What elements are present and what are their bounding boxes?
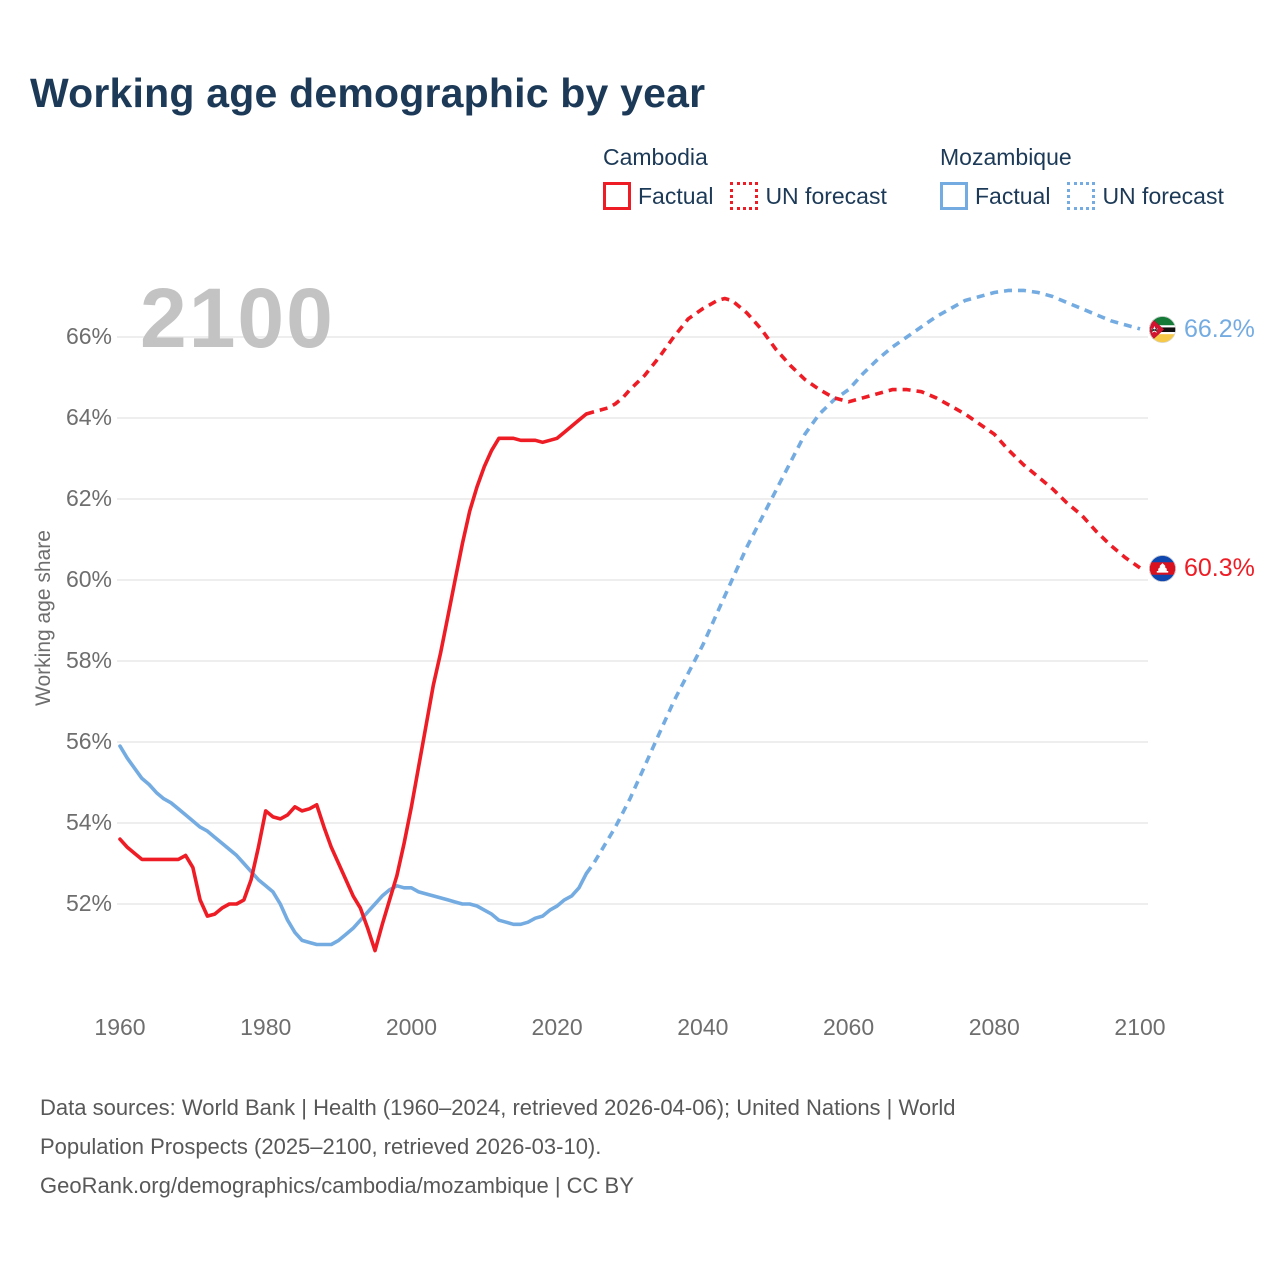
source-line-2: Population Prospects (2025–2100, retrieved 2026-03-10). [40, 1134, 602, 1159]
y-tick-label: 58% [65, 647, 112, 673]
cambodia-flag-icon [1149, 555, 1176, 582]
legend-swatch-dotted-blue-icon [1067, 182, 1095, 210]
legend-item-mozambique-factual [940, 182, 1050, 210]
legend-row-cambodia [603, 182, 887, 210]
legend-header-cambodia: Cambodia [603, 144, 708, 170]
watermark-year: 2100 [140, 271, 335, 365]
legend-group-mozambique [940, 144, 1224, 210]
x-tick-label: 2100 [1114, 1014, 1166, 1040]
legend-row-mozambique [940, 182, 1224, 210]
x-tick-label: 1980 [240, 1014, 292, 1040]
legend-item-mozambique-forecast [1067, 182, 1223, 210]
x-tick-label: 2060 [822, 1014, 875, 1040]
y-axis-title: Working age share [32, 530, 55, 706]
legend-swatch-dotted-red-icon [730, 182, 758, 210]
page-title: Working age demographic by year [30, 70, 706, 116]
y-tick-label: 62% [65, 485, 112, 511]
legend-group-cambodia [603, 144, 887, 210]
end-label-cambodia [1149, 554, 1255, 583]
legend-swatch-solid-red-icon [603, 182, 631, 210]
legend-swatch-solid-blue-icon [940, 182, 968, 210]
series-cambodia-dashed [586, 299, 1140, 568]
end-value-cambodia: 60.3% [1184, 554, 1255, 582]
source-attribution [40, 1088, 1200, 1205]
legend-label: Factual [638, 182, 714, 209]
series-cambodia-solid [120, 414, 586, 951]
end-label-mozambique [1149, 315, 1255, 344]
x-tick-label: 1960 [94, 1014, 146, 1040]
y-tick-label: 60% [65, 566, 112, 592]
mozambique-flag-icon [1149, 316, 1176, 343]
source-line-3: GeoRank.org/demographics/cambodia/mozambique | CC BY [40, 1173, 634, 1198]
x-tick-label: 2020 [531, 1014, 583, 1040]
legend-item-cambodia-forecast [730, 182, 886, 210]
series-mozambique-dashed [586, 290, 1140, 873]
x-tick-label: 2040 [677, 1014, 729, 1040]
series-mozambique-solid [120, 746, 586, 944]
y-tick-label: 52% [65, 890, 112, 916]
y-tick-label: 54% [65, 809, 112, 835]
y-tick-label: 56% [65, 728, 112, 754]
legend-label: UN forecast [1102, 182, 1224, 209]
source-line-1: Data sources: World Bank | Health (1960–2024, retrieved 2026-04-06); United Nations | World [40, 1095, 956, 1120]
y-tick-label: 64% [65, 404, 112, 430]
legend-label: UN forecast [765, 182, 887, 209]
end-value-mozambique: 66.2% [1184, 315, 1255, 343]
x-tick-label: 2080 [968, 1014, 1020, 1040]
x-tick-label: 2000 [385, 1014, 437, 1040]
y-tick-label: 66% [65, 323, 112, 349]
legend-label: Factual [975, 182, 1051, 209]
legend-item-cambodia-factual [603, 182, 713, 210]
legend-header-mozambique: Mozambique [940, 144, 1072, 170]
